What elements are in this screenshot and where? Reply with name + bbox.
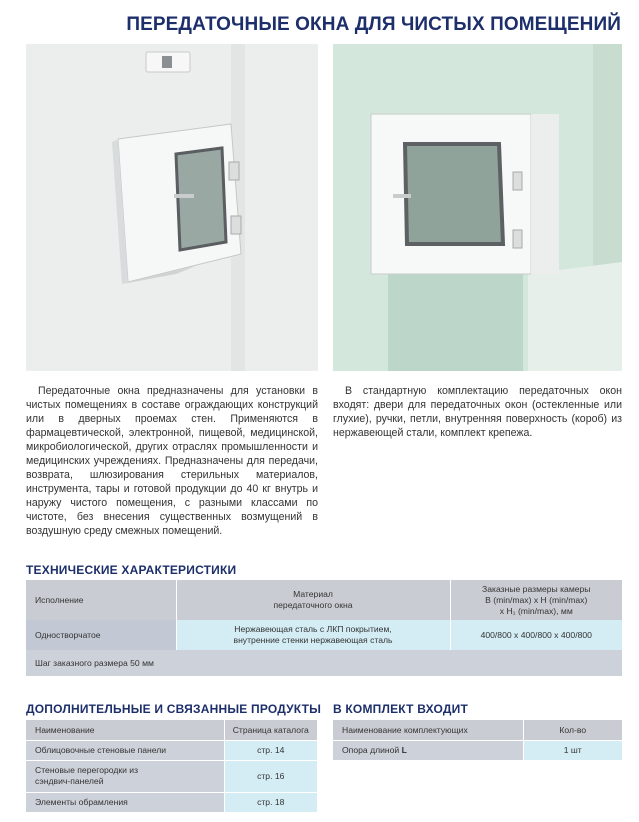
kit-header-row — [333, 720, 622, 740]
additional-item-name — [26, 760, 224, 792]
description-right-text: В стандартную комплектацию передаточных окон входят: двери для передаточных окон (остекленные или глухие), ручки, петли, внутренняя поверхность (короб) из нержавеющей стали, комплект крепежа. — [333, 385, 622, 439]
additional-item-name: Элементы обрамления — [26, 792, 224, 812]
tech-material — [176, 620, 450, 650]
table-row — [26, 760, 317, 792]
description-right — [333, 384, 622, 440]
table-row — [26, 620, 622, 650]
kit-item-name-bold: L — [401, 745, 407, 755]
additional-header-page: Страница каталога — [224, 720, 317, 740]
tech-header-sizes-line2: B (min/max) x H (min/max) — [485, 594, 588, 605]
kit-item-name-prefix: Опора длиной — [342, 745, 402, 755]
tech-header-row — [26, 580, 622, 620]
kit-section-title: В КОМПЛЕКТ ВХОДИТ — [333, 702, 468, 716]
table-row — [26, 740, 317, 760]
additional-item-page: стр. 16 — [224, 760, 317, 792]
additional-item-page: стр. 14 — [224, 740, 317, 760]
pass-window-illustration-left — [26, 44, 318, 371]
additional-item-name-line2: сэндвич-панелей — [35, 776, 104, 786]
kit-item-qty: 1 шт — [523, 740, 622, 760]
additional-section-title: ДОПОЛНИТЕЛЬНЫЕ И СВЯЗАННЫЕ ПРОДУКТЫ — [26, 702, 322, 716]
description-left — [26, 384, 318, 538]
tech-material-line2: внутренние стенки нержавеющая сталь — [233, 635, 393, 645]
pass-window-illustration-right — [333, 44, 622, 371]
tech-spec-table — [26, 580, 622, 676]
kit-header-name: Наименование комплектующих — [333, 720, 523, 740]
kit-header-qty: Кол-во — [523, 720, 622, 740]
photo-pedestal-window — [333, 44, 622, 371]
photo-wall-mounted-window — [26, 44, 318, 371]
kit-item-name — [333, 740, 523, 760]
description-left-text: Передаточные окна предназначены для установки в чистых помещениях в составе ограждающих конструкций или в дверных проемах стен. Применяются в фармацевтической, электронной, пищевой, медицинской, микробиологической, других отраслях промышленности и медицинских учреждениях. Предназначены для передачи, возврата, шлюзирования стерильных материалов, инструмента, тары и готовой продукции до 40 кг внутрь и наружу чистого помещения, с разными классами по чистоте, без внесения существенных возмущений в воздушную среду смежных помещений. — [26, 385, 318, 537]
additional-item-page: стр. 18 — [224, 792, 317, 812]
page-title: ПЕРЕДАТОЧНЫЕ ОКНА ДЛЯ ЧИСТЫХ ПОМЕЩЕНИЙ — [126, 14, 621, 35]
additional-products-table — [26, 720, 317, 813]
kit-table — [333, 720, 622, 761]
table-row-note — [26, 650, 622, 676]
tech-header-material-line1: Материал — [293, 589, 333, 599]
additional-header-name: Наименование — [26, 720, 224, 740]
tech-header-variant: Исполнение — [26, 580, 176, 620]
tech-header-sizes-line3: x H₁ (min/max), мм — [499, 605, 573, 616]
additional-header-row — [26, 720, 317, 740]
additional-item-name-line1: Стеновые перегородки из — [35, 765, 139, 775]
tech-header-sizes-line1: Заказные размеры камеры — [482, 583, 591, 594]
tech-material-line1: Нержавеющая сталь с ЛКП покрытием, — [234, 624, 392, 634]
tech-section-title: ТЕХНИЧЕСКИЕ ХАРАКТЕРИСТИКИ — [26, 563, 237, 577]
table-row — [333, 740, 622, 760]
tech-header-material — [176, 580, 450, 620]
tech-note: Шаг заказного размера 50 мм — [26, 650, 622, 676]
tech-header-sizes — [450, 580, 622, 620]
tech-variant: Одностворчатое — [26, 620, 176, 650]
table-row — [26, 792, 317, 812]
additional-item-name: Облицовочные стеновые панели — [26, 740, 224, 760]
tech-header-material-line2: передаточного окна — [273, 600, 353, 610]
tech-sizes: 400/800 x 400/800 x 400/800 — [450, 620, 622, 650]
